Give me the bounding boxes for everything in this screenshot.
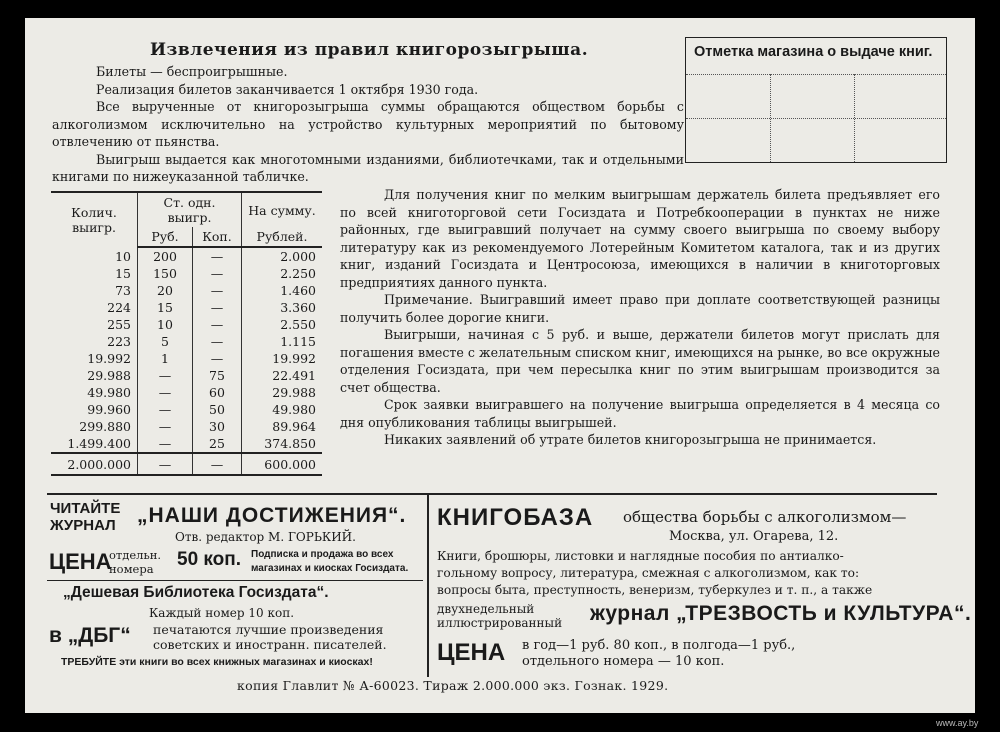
cell-count: 19.992 — [87, 351, 131, 366]
ad2-demand: ТРЕБУЙТЕ эти книги во всех книжных магазинах и киосках! — [61, 656, 373, 668]
cell-sum: 374.850 — [242, 435, 323, 453]
cell-kop: 30 — [193, 418, 242, 435]
shop-stamp-box — [685, 37, 947, 163]
table-row — [51, 367, 322, 384]
ad1-sub-line: Подписка и продажа во всех — [251, 549, 394, 560]
ad3-description — [437, 548, 872, 599]
table-row — [51, 299, 322, 316]
ad1-read — [50, 500, 120, 534]
table-row — [51, 384, 322, 401]
cell-kop: — — [193, 453, 242, 475]
cell-count: 2.000.000 — [51, 453, 138, 475]
cell-rub: — — [138, 384, 193, 401]
ad2-name: „Дешевая Библиотека Госиздата“. — [63, 584, 329, 601]
stamp-divider — [686, 118, 946, 119]
table-row — [51, 316, 322, 333]
stamp-column — [770, 74, 771, 162]
cell-rub: 5 — [138, 333, 193, 350]
ad3-desc-line: вопросы быта, преступность, венеризм, туберкулез и т. п., а также — [437, 583, 873, 597]
rules-paragraph: Выигрыши, начиная с 5 руб. и выше, держатели билетов могут прислать для погашения вместе с желательным списком книг, имеющихся на рынке, во все окружные отделения Госиздата, при чем пересылка книг по этим выигрышам производится за счет общества. — [340, 327, 940, 395]
note-paragraph: Примечание. Выигравший имеет право при доплате соответствующей разницы получить более дорогие книги. — [340, 292, 940, 325]
lottery-ticket-back — [25, 18, 975, 713]
cell-rub: 15 — [138, 299, 193, 316]
ad2-text — [153, 622, 387, 652]
cell-kop: — — [193, 299, 242, 316]
cell-sum: 49.980 — [242, 401, 323, 418]
cell-count: 255 — [107, 317, 131, 332]
ad3-biweekly — [437, 602, 562, 630]
rules-paragraph: Срок заявки выигравшего на получение выигрыша определяется в 4 месяца со дня опубликования таблицы выигрышей. — [340, 397, 940, 430]
table-row — [51, 350, 322, 367]
intro-line: Билеты — беспроигрышные. — [96, 64, 288, 79]
ad1-journal-word: ЖУРНАЛ — [50, 517, 116, 534]
cell-kop: — — [193, 265, 242, 282]
rules-paragraph: Для получения книг по мелким выигрышам держатель билета предъявляет его по всей книготорговой сети Госиздата и Потребкооперации в пунктах не ниже районных, где выигравший получает на сумму своего выигрыша по своему выбору литературу как из рекомендуемого Лотерейным Комитетом каталога, так и из других книг, изданий Госиздата и Центросоюза, имеющихся в наличии в книготорговых предприятиях данного пункта. — [340, 187, 940, 290]
ad2-in: в „ДБГ“ — [49, 624, 131, 647]
ad3-biweekly-line: двухнедельный — [437, 602, 535, 616]
rules-title: Извлечения из правил книгорозыгрыша. — [150, 40, 589, 60]
cell-rub: — — [138, 435, 193, 453]
rules-paragraph: Никаких заявлений об утрате билетов книгорозыгрыша не принимается. — [384, 432, 877, 447]
ad3-prices — [522, 638, 795, 670]
col-sum-header: На сумму. — [242, 192, 323, 227]
cell-count: 223 — [107, 334, 131, 349]
cell-count: 99.960 — [87, 402, 131, 417]
section-divider — [47, 493, 937, 495]
ad3-address: Москва, ул. Огарева, 12. — [669, 529, 839, 544]
cell-rub: 10 — [138, 316, 193, 333]
table-total-row — [51, 453, 322, 475]
cell-rub: — — [138, 367, 193, 384]
ad-divider — [47, 580, 423, 581]
cell-rub: — — [138, 401, 193, 418]
ad1-journal-name: „НАШИ ДОСТИЖЕНИЯ“. — [137, 504, 407, 527]
table-row — [51, 418, 322, 435]
ad3-biweekly-line: иллюстрированный — [437, 616, 563, 630]
cell-sum: 3.360 — [242, 299, 323, 316]
cell-kop: — — [193, 350, 242, 367]
winnings-table — [51, 191, 322, 476]
table-row — [51, 401, 322, 418]
ad3-journal: журнал „ТРЕЗВОСТЬ и КУЛЬТУРА“. — [590, 602, 972, 625]
cell-count: 299.880 — [79, 419, 131, 434]
cell-kop: — — [193, 333, 242, 350]
cell-kop: — — [193, 247, 242, 265]
cell-sum: 19.992 — [242, 350, 323, 367]
cell-rub: 20 — [138, 282, 193, 299]
cell-sum: 2.250 — [242, 265, 323, 282]
ad1-single — [109, 548, 161, 576]
cell-sum: 2.550 — [242, 316, 323, 333]
ad3-org: общества борьбы с алкоголизмом— — [623, 508, 907, 526]
cell-count: 49.980 — [87, 385, 131, 400]
ad1-single-line: номера — [109, 562, 154, 576]
cell-kop: 25 — [193, 435, 242, 453]
intro-line: Все вырученные от книгорозыгрыша суммы обращаются обществом борьбы с алкоголизмом исключительно на устройство культурных мероприятий по бытовому отвлечению от пьянства. — [52, 99, 684, 149]
watermark-text: www.ay.by — [936, 718, 979, 728]
ad1-amount: 50 коп. — [177, 549, 242, 570]
ad2-each: Каждый номер 10 коп. — [149, 606, 295, 620]
cell-kop: 50 — [193, 401, 242, 418]
col-count-header: Колич. выигр. — [51, 192, 138, 247]
cell-rub: 1 — [138, 350, 193, 367]
cell-kop: 75 — [193, 367, 242, 384]
column-divider — [427, 495, 429, 677]
cell-rub: 200 — [138, 247, 193, 265]
footer-imprint: копия Главлит № А-60023. Тираж 2.000.000 экз. Гознак. 1929. — [237, 678, 669, 693]
cell-sum: 1.115 — [242, 333, 323, 350]
stamp-title: Отметка магазина о выдаче книг. — [694, 44, 933, 60]
cell-rub: — — [138, 453, 193, 475]
cell-count: 224 — [107, 300, 131, 315]
rules-text — [340, 186, 940, 449]
ad3-desc-line: Книги, брошюры, листовки и наглядные пособия по антиалко- — [437, 549, 844, 563]
col-rubles-header: Рублей. — [242, 227, 323, 247]
intro-line: Выигрыш выдается как многотомными изданиями, библиотечками, так и отдельными книгами по нижеуказанной табличке. — [52, 151, 684, 184]
cell-kop: 60 — [193, 384, 242, 401]
ad1-subscription — [251, 548, 408, 576]
stamp-divider — [686, 74, 946, 75]
cell-count: 73 — [115, 283, 131, 298]
cell-rub: — — [138, 418, 193, 435]
ad3-price: ЦЕНА — [437, 639, 506, 666]
cell-kop: — — [193, 316, 242, 333]
table-row — [51, 282, 322, 299]
ad3-price-line: отдельного номера — 10 коп. — [522, 654, 725, 669]
ad2-text-line: советских и иностранн. писателей. — [153, 637, 387, 652]
cell-sum: 600.000 — [242, 453, 323, 475]
col-rub-header: Руб. — [138, 227, 193, 247]
intro-text — [52, 63, 684, 186]
cell-count: 10 — [115, 248, 131, 264]
cell-kop: — — [193, 282, 242, 299]
ad1-single-line: отдельн. — [109, 548, 162, 562]
table-row — [51, 333, 322, 350]
table-row — [51, 265, 322, 282]
cell-sum: 29.988 — [242, 384, 323, 401]
cell-count: 29.988 — [87, 368, 131, 383]
cell-rub: 150 — [138, 265, 193, 282]
table-row — [51, 247, 322, 265]
cell-sum: 89.964 — [242, 418, 323, 435]
ad1-read-word: ЧИТАЙТЕ — [50, 500, 121, 517]
ad3-name: КНИГОБАЗА — [437, 504, 594, 531]
ad1-price: ЦЕНА — [49, 549, 112, 574]
ad1-sub-line: магазинах и киосках Госиздата. — [251, 563, 409, 574]
cell-sum: 1.460 — [242, 282, 323, 299]
table-row — [51, 435, 322, 453]
ad3-price-line: в год—1 руб. 80 коп., в полгода—1 руб., — [522, 638, 796, 653]
stamp-column — [854, 74, 855, 162]
ad2-text-line: печатаются лучшие произведения — [153, 622, 384, 637]
cell-count: 1.499.400 — [67, 436, 131, 451]
cell-count: 15 — [115, 266, 131, 281]
col-kop-header: Коп. — [193, 227, 242, 247]
ad1-editor: Отв. редактор М. ГОРЬКИЙ. — [175, 530, 356, 544]
cell-sum: 2.000 — [242, 247, 323, 265]
col-cost-header: Ст. одн. выигр. — [138, 192, 242, 227]
cell-sum: 22.491 — [242, 367, 323, 384]
intro-line: Реализация билетов заканчивается 1 октября 1930 года. — [96, 81, 479, 97]
ad3-desc-line: гольному вопросу, литература, смежная с алкоголизмом, как то: — [437, 566, 860, 580]
